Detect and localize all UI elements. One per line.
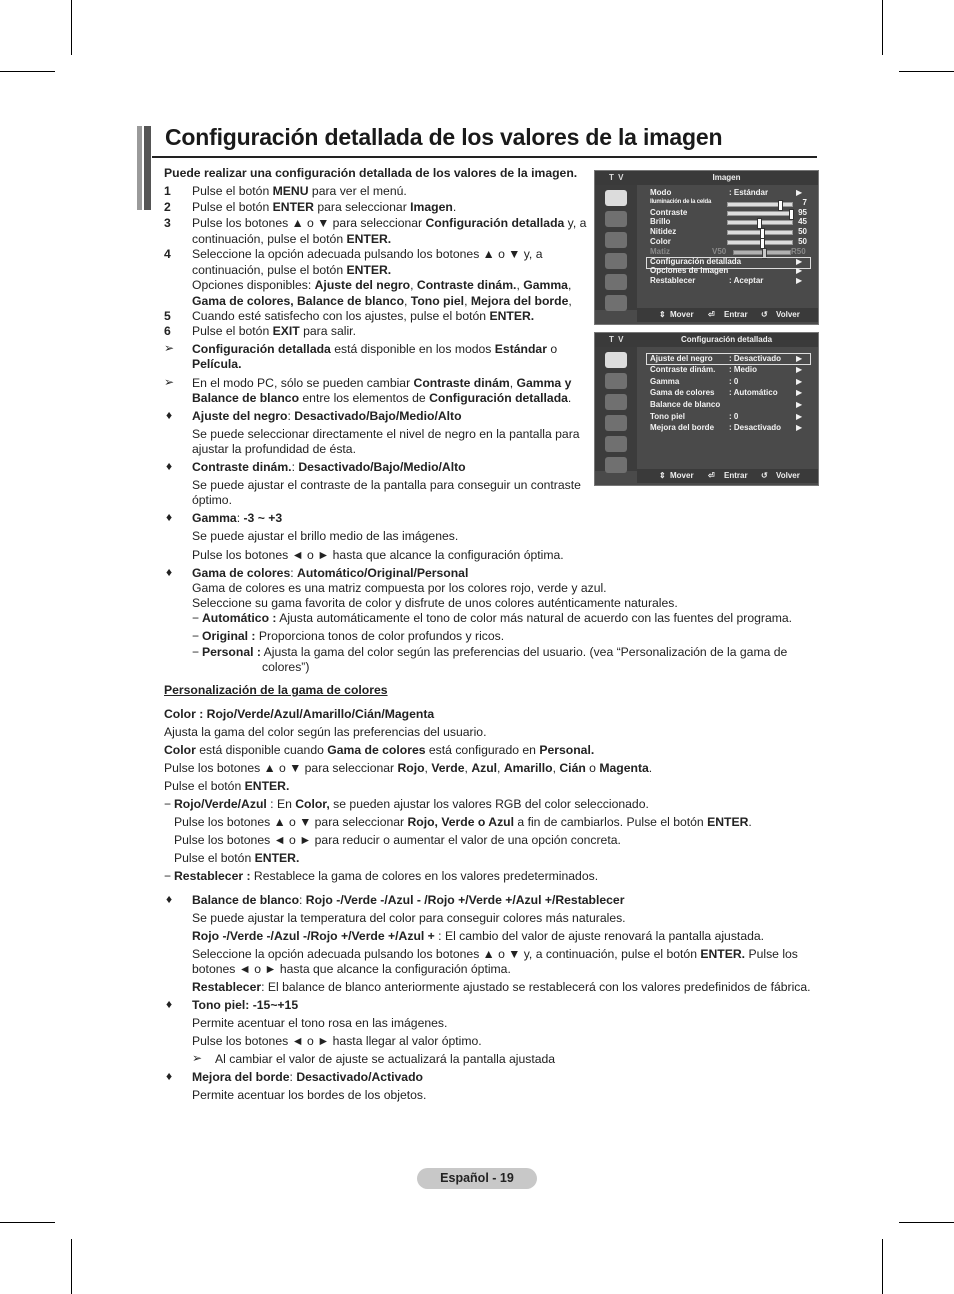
- mejora-desc1: Permite acentuar los bordes de los objetos.: [192, 1088, 427, 1102]
- tv-row-contraste-dinam[interactable]: Contraste dinám.: [650, 365, 716, 374]
- step-number: 1: [164, 184, 171, 198]
- tv-row-gama-colores[interactable]: Gama de colores: [650, 388, 715, 397]
- diamond-bullet-icon: ♦: [166, 1069, 173, 1083]
- note-arrow-icon: ➢: [164, 375, 175, 389]
- updown-icon: ⇕: [659, 310, 666, 319]
- custom-line2: Color está disponible cuando Gama de colores está configurado en Personal.: [164, 743, 595, 757]
- note-arrow-icon: ➢: [164, 341, 175, 355]
- setup-icon[interactable]: [605, 253, 627, 269]
- diamond-bullet-icon: ♦: [166, 510, 173, 524]
- item-contraste-desc2: óptimo.: [192, 493, 232, 507]
- step-1: Pulse el botón MENU para ver el menú.: [192, 184, 407, 198]
- tv-source-label: T V: [609, 335, 625, 344]
- tv-row-matiz-r: R50: [791, 247, 806, 256]
- note-2-line1: En el modo PC, sólo se pueden cambiar Contraste dinám, Gamma y: [192, 376, 572, 390]
- diamond-bullet-icon: ♦: [166, 459, 173, 473]
- tv-menu-footer: [637, 469, 818, 483]
- back-icon: ↺: [761, 310, 768, 319]
- item-gamma-desc1: Se puede ajustar el brillo medio de las imágenes.: [192, 529, 459, 543]
- tri-right-icon: ▶: [796, 276, 803, 285]
- dash-bullet: −: [164, 869, 172, 883]
- tri-right-icon: ▶: [796, 354, 803, 363]
- title-rule: [152, 156, 817, 158]
- custom-rgb-line4: Pulse el botón ENTER.: [174, 851, 300, 865]
- tv-row-modo[interactable]: Modo: [650, 188, 672, 197]
- note-1-line2: Película.: [192, 357, 242, 371]
- custom-rgb-line1: Rojo/Verde/Azul : En Color, se pueden ajustar los valores RGB del color seleccionado.: [174, 797, 649, 811]
- enter-icon: ⏎: [708, 310, 715, 319]
- step-number: 3: [164, 216, 171, 230]
- step-2: Pulse el botón ENTER para seleccionar Imagen.: [192, 200, 457, 214]
- channel-icon[interactable]: [605, 232, 627, 248]
- tv-row-restablecer[interactable]: Restablecer: [650, 276, 696, 285]
- tv-row-color[interactable]: Color: [650, 237, 671, 246]
- tri-right-icon: ▶: [796, 365, 803, 374]
- crop-mark: [71, 1239, 72, 1294]
- tv-row-value: : Aceptar: [729, 276, 764, 285]
- updown-icon: ⇕: [659, 471, 666, 480]
- tv-menu-sidebar: [595, 347, 637, 471]
- tv-menu-header: [595, 171, 818, 185]
- tv-menu-imagen: [594, 170, 819, 325]
- diamond-bullet-icon: ♦: [166, 892, 173, 906]
- support-icon[interactable]: [605, 295, 627, 311]
- channel-icon[interactable]: [605, 394, 627, 410]
- item-negro-heading: Ajuste del negro: Desactivado/Bajo/Medio/Alto: [192, 409, 462, 423]
- mejora-heading: Mejora del borde: Desactivado/Activado: [192, 1070, 423, 1084]
- gama-original: Original : Proporciona tonos de color profundos y ricos.: [202, 629, 505, 643]
- footer-enter: Entrar: [724, 310, 748, 319]
- custom-rgb-line2: Pulse los botones ▲ o ▼ para seleccionar Rojo, Verde o Azul a fin de cambiarlos. Pulse el botón ENTER.: [174, 815, 752, 829]
- item-negro-desc2: ajustar la profundidad de ésta.: [192, 442, 356, 456]
- tv-row-contraste[interactable]: Contraste: [650, 208, 688, 217]
- tono-desc1: Permite acentuar el tono rosa en las imágenes.: [192, 1016, 448, 1030]
- tv-row-matiz-v: V50: [712, 247, 727, 256]
- balance-desc5: Restablecer: El balance de blanco anteriormente ajustado se restablecerá con los valores predefinidos de fábrica.: [192, 980, 811, 994]
- step-number: 4: [164, 247, 171, 261]
- footer-back: Volver: [776, 310, 800, 319]
- balance-desc4: botones ◄ o ► hasta que alcance la configuración óptima.: [192, 962, 511, 976]
- page-number-badge: Español - 19: [417, 1168, 537, 1189]
- tv-row-number: 95: [798, 208, 807, 217]
- tv-row-nitidez[interactable]: Nitidez: [650, 227, 677, 236]
- footer-enter: Entrar: [724, 471, 748, 480]
- picture-icon[interactable]: [605, 352, 627, 368]
- footer-move: Mover: [670, 471, 694, 480]
- tv-row-gamma[interactable]: Gamma: [650, 377, 680, 386]
- balance-desc1: Se puede ajustar la temperatura del color para conseguir colores más naturales.: [192, 911, 626, 925]
- crop-mark: [0, 71, 55, 72]
- back-icon: ↺: [761, 471, 768, 480]
- step-4-line4: Gama de colores, Balance de blanco, Tono piel, Mejora del borde,: [192, 294, 572, 308]
- tv-menu-title: Imagen: [712, 173, 741, 182]
- crop-mark: [882, 1239, 883, 1294]
- tv-slider[interactable]: [727, 202, 793, 207]
- sound-icon[interactable]: [605, 211, 627, 227]
- tv-menu-title: Configuración detallada: [680, 335, 773, 344]
- step-4-line3: Opciones disponibles: Ajuste del negro, Contraste dinám., Gamma,: [192, 278, 572, 292]
- gama-auto: Automático : Ajusta automáticamente el tono de color más natural de acuerdo con las fuentes del programa.: [202, 611, 793, 625]
- tv-row-number: 45: [798, 217, 807, 226]
- note-1-line1: Configuración detallada está disponible en los modos Estándar o: [192, 342, 558, 356]
- tv-slider[interactable]: [727, 211, 793, 216]
- step-number: 6: [164, 324, 171, 338]
- gama-personal-line1: Personal : Ajusta la gama del color según las preferencias del usuario. (vea “Personalización de la gama de: [202, 645, 788, 659]
- tv-row-brillo[interactable]: Brillo: [650, 217, 671, 226]
- tv-menu-sidebar: [595, 185, 637, 310]
- tv-menu-configuracion: [594, 332, 819, 486]
- input-icon[interactable]: [605, 274, 627, 290]
- item-contraste-desc1: Se puede ajustar el contraste de la pantalla para conseguir un contraste: [192, 478, 581, 492]
- tri-right-icon: ▶: [796, 188, 803, 197]
- gama-personal-line2: colores”): [262, 660, 310, 674]
- tri-right-icon: ▶: [796, 266, 803, 275]
- tri-right-icon: ▶: [796, 377, 803, 386]
- tv-row-opciones[interactable]: Opciones de imagen: [650, 266, 729, 275]
- custom-restablecer: Restablecer : Restablece la gama de colores en los valores predeterminados.: [174, 869, 599, 883]
- diamond-bullet-icon: ♦: [166, 565, 173, 579]
- item-gama-heading: Gama de colores: Automático/Original/Personal: [192, 566, 469, 580]
- step-number: 2: [164, 200, 171, 214]
- enter-icon: ⏎: [708, 471, 715, 480]
- page-title: Configuración detallada de los valores de la imagen: [165, 124, 723, 150]
- tv-row-tono-piel[interactable]: Tono piel: [650, 412, 685, 421]
- balance-desc3: Seleccione la opción adecuada pulsando los botones ▲ o ▼ y, a continuación, pulse el botón ENTER. Pulse los: [192, 947, 798, 961]
- item-contraste-heading: Contraste dinám.: Desactivado/Bajo/Medio/Alto: [192, 460, 466, 474]
- tv-row-value: : Estándar: [729, 188, 769, 197]
- crop-mark: [0, 1222, 55, 1223]
- note-2-line2: Balance de blanco entre los elementos de Configuración detallada.: [192, 391, 572, 405]
- tri-right-icon: ▶: [796, 400, 803, 409]
- custom-line3: Pulse los botones ▲ o ▼ para seleccionar Rojo, Verde, Azul, Amarillo, Cián o Magenta.: [164, 761, 653, 775]
- note-arrow-icon: ➢: [192, 1051, 203, 1065]
- item-gamma-desc2: Pulse los botones ◄ o ► hasta que alcance la configuración óptima.: [192, 548, 564, 562]
- tv-row-value: : 0: [729, 377, 739, 386]
- tv-row-mejora-borde[interactable]: Mejora del borde: [650, 423, 715, 432]
- dash-bullet: −: [192, 645, 200, 659]
- tv-row-number: 50: [798, 227, 807, 236]
- tv-slider[interactable]: [727, 230, 793, 235]
- step-4-line2: continuación, pulse el botón ENTER.: [192, 263, 392, 277]
- balance-heading: Balance de blanco: Rojo -/Verde -/Azul - /Rojo +/Verde +/Azul +/Restablecer: [192, 893, 625, 907]
- tri-right-icon: ▶: [796, 412, 803, 421]
- step-3-line2: continuación, pulse el botón ENTER.: [192, 232, 392, 246]
- tv-row-value: : Desactivado: [729, 423, 782, 432]
- tono-note: Al cambiar el valor de ajuste se actualizará la pantalla ajustada: [215, 1052, 556, 1066]
- tv-slider[interactable]: [727, 220, 793, 225]
- step-4-line1: Seleccione la opción adecuada pulsando los botones ▲ o ▼ y, a: [192, 247, 543, 261]
- dash-bullet: −: [164, 797, 172, 811]
- tri-right-icon: ▶: [796, 388, 803, 397]
- item-gama-desc2: Seleccione su gama favorita de color y disfrute de unos colores auténticamente naturales.: [192, 596, 678, 610]
- crop-mark: [71, 0, 72, 55]
- tv-slider: [733, 250, 791, 255]
- tv-menu-header: [595, 333, 818, 347]
- intro-text: Puede realizar una configuración detallada de los valores de la imagen.: [164, 166, 578, 180]
- tv-row-balance-blanco[interactable]: Balance de blanco: [650, 400, 721, 409]
- tv-slider[interactable]: [727, 240, 793, 245]
- item-gama-desc1: Gama de colores es una matriz compuesta por los colores rojo, verde y azul.: [192, 581, 607, 595]
- tv-row-iluminacion[interactable]: Iluminación de la celda: [650, 199, 712, 205]
- diamond-bullet-icon: ♦: [166, 408, 173, 422]
- dash-bullet: −: [192, 629, 200, 643]
- setup-icon[interactable]: [605, 415, 627, 431]
- dash-bullet: −: [192, 611, 200, 625]
- step-3-line1: Pulse los botones ▲ o ▼ para seleccionar Configuración detallada y, a: [192, 216, 587, 230]
- footer-move: Mover: [670, 310, 694, 319]
- diamond-bullet-icon: ♦: [166, 997, 173, 1011]
- footer-back: Volver: [776, 471, 800, 480]
- tv-row-configuracion[interactable]: Configuración detallada: [650, 257, 742, 266]
- tono-heading: Tono piel: -15~+15: [192, 998, 299, 1012]
- custom-rgb-line3: Pulse los botones ◄ o ► para reducir o aumentar el valor de una opción concreta.: [174, 833, 621, 847]
- tv-source-label: T V: [609, 173, 625, 182]
- tv-row-number: 50: [798, 237, 807, 246]
- picture-icon[interactable]: [605, 190, 627, 206]
- support-icon[interactable]: [605, 457, 627, 473]
- tri-right-icon: ▶: [796, 257, 803, 266]
- input-icon[interactable]: [605, 436, 627, 452]
- title-accent-bar: [144, 126, 151, 210]
- tv-row-matiz: Matiz: [650, 247, 670, 256]
- crop-mark: [899, 71, 954, 72]
- custom-line1: Ajusta la gama del color según las preferencias del usuario.: [164, 725, 487, 739]
- custom-line4: Pulse el botón ENTER.: [164, 779, 290, 793]
- sound-icon[interactable]: [605, 373, 627, 389]
- tv-row-value: : Medio: [729, 365, 757, 374]
- crop-mark: [899, 1222, 954, 1223]
- tri-right-icon: ▶: [796, 423, 803, 432]
- tono-desc2: Pulse los botones ◄ o ► hasta llegar al valor óptimo.: [192, 1034, 482, 1048]
- tv-row-ajuste-negro[interactable]: Ajuste del negro: [650, 354, 713, 363]
- step-6: Pulse el botón EXIT para salir.: [192, 324, 356, 338]
- item-negro-desc1: Se puede seleccionar directamente el nivel de negro en la pantalla para: [192, 427, 580, 441]
- title-accent-bar: [137, 126, 142, 210]
- tv-row-number: 7: [802, 198, 807, 207]
- crop-mark: [882, 0, 883, 55]
- tv-row-value: : Automático: [729, 388, 778, 397]
- tv-row-value: : 0: [729, 412, 739, 421]
- tv-menu-footer: [637, 308, 818, 322]
- balance-desc2: Rojo -/Verde -/Azul -/Rojo +/Verde +/Azul + : El cambio del valor de ajuste renovará la pantalla ajustada.: [192, 929, 765, 943]
- item-gamma-heading: Gamma: -3 ~ +3: [192, 511, 283, 525]
- step-number: 5: [164, 309, 171, 323]
- tv-slider-knob[interactable]: [778, 200, 783, 211]
- tv-row-value: : Desactivado: [729, 354, 782, 363]
- step-5: Cuando esté satisfecho con los ajustes, pulse el botón ENTER.: [192, 309, 535, 323]
- custom-heading: Personalización de la gama de colores: [164, 683, 388, 697]
- custom-color-heading: Color : Rojo/Verde/Azul/Amarillo/Cián/Magenta: [164, 707, 435, 721]
